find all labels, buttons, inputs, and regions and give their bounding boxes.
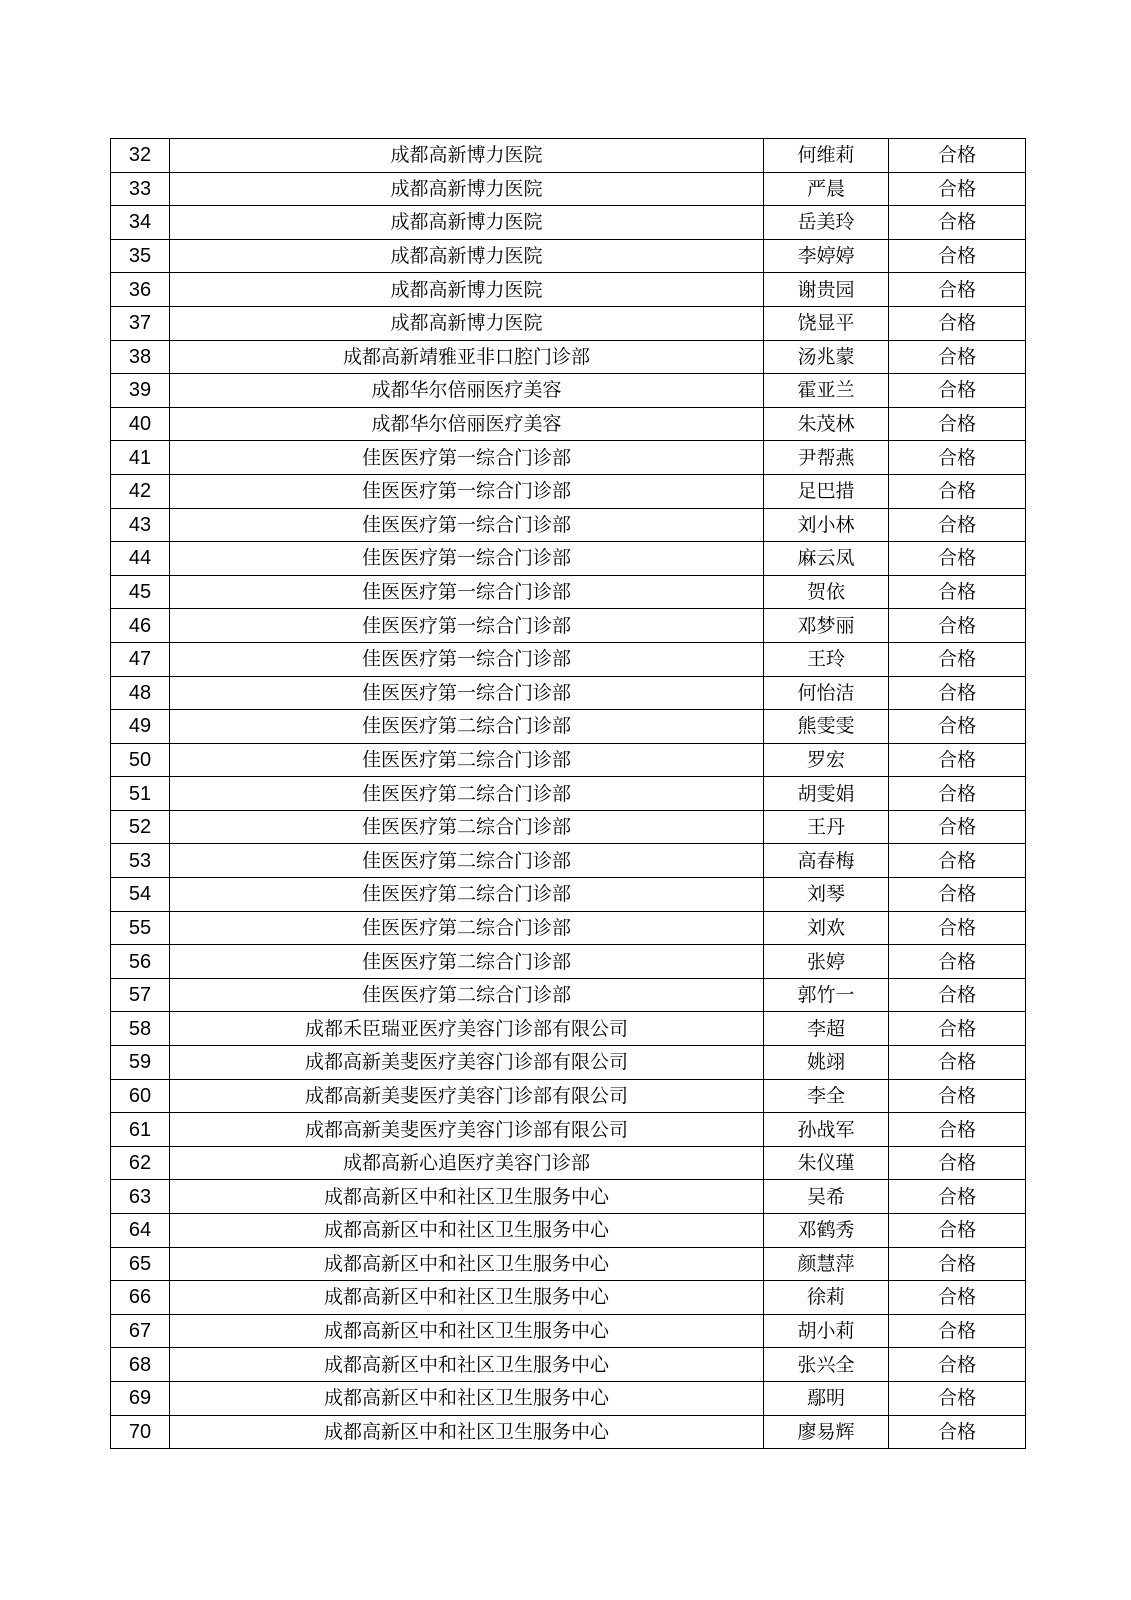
table-row bbox=[111, 1012, 1026, 1046]
result-status: 合格 bbox=[889, 642, 1026, 676]
result-status: 合格 bbox=[889, 1012, 1026, 1046]
result-status: 合格 bbox=[889, 609, 1026, 643]
result-status: 合格 bbox=[889, 340, 1026, 374]
result-status: 合格 bbox=[889, 978, 1026, 1012]
result-status: 合格 bbox=[889, 1146, 1026, 1180]
table-row bbox=[111, 474, 1026, 508]
person-name: 孙战军 bbox=[764, 1113, 889, 1147]
institution-name: 佳医医疗第二综合门诊部 bbox=[170, 810, 764, 844]
row-number: 35 bbox=[111, 239, 170, 273]
result-status: 合格 bbox=[889, 474, 1026, 508]
row-number: 63 bbox=[111, 1180, 170, 1214]
table-row bbox=[111, 911, 1026, 945]
table-row bbox=[111, 642, 1026, 676]
person-name: 郭竹一 bbox=[764, 978, 889, 1012]
row-number: 59 bbox=[111, 1046, 170, 1080]
row-number: 61 bbox=[111, 1113, 170, 1147]
result-status: 合格 bbox=[889, 1247, 1026, 1281]
row-number: 69 bbox=[111, 1381, 170, 1415]
row-number: 55 bbox=[111, 911, 170, 945]
results-table-body bbox=[111, 139, 1026, 1449]
person-name: 李婷婷 bbox=[764, 239, 889, 273]
row-number: 33 bbox=[111, 172, 170, 206]
person-name: 张兴全 bbox=[764, 1348, 889, 1382]
person-name: 霍亚兰 bbox=[764, 374, 889, 408]
institution-name: 佳医医疗第一综合门诊部 bbox=[170, 642, 764, 676]
result-status: 合格 bbox=[889, 239, 1026, 273]
institution-name: 成都高新区中和社区卫生服务中心 bbox=[170, 1281, 764, 1315]
person-name: 饶显平 bbox=[764, 306, 889, 340]
person-name: 麻云凤 bbox=[764, 542, 889, 576]
person-name: 李全 bbox=[764, 1079, 889, 1113]
result-status: 合格 bbox=[889, 1214, 1026, 1248]
institution-name: 成都高新美斐医疗美容门诊部有限公司 bbox=[170, 1046, 764, 1080]
table-row bbox=[111, 710, 1026, 744]
institution-name: 佳医医疗第二综合门诊部 bbox=[170, 844, 764, 878]
institution-name: 佳医医疗第二综合门诊部 bbox=[170, 911, 764, 945]
result-status: 合格 bbox=[889, 1281, 1026, 1315]
row-number: 39 bbox=[111, 374, 170, 408]
person-name: 尹帮燕 bbox=[764, 441, 889, 475]
row-number: 66 bbox=[111, 1281, 170, 1315]
institution-name: 佳医医疗第二综合门诊部 bbox=[170, 777, 764, 811]
person-name: 廖易辉 bbox=[764, 1415, 889, 1449]
row-number: 62 bbox=[111, 1146, 170, 1180]
result-status: 合格 bbox=[889, 1180, 1026, 1214]
table-row bbox=[111, 945, 1026, 979]
result-status: 合格 bbox=[889, 508, 1026, 542]
result-status: 合格 bbox=[889, 810, 1026, 844]
table-row bbox=[111, 273, 1026, 307]
person-name: 高春梅 bbox=[764, 844, 889, 878]
person-name: 朱茂林 bbox=[764, 407, 889, 441]
table-row bbox=[111, 374, 1026, 408]
row-number: 46 bbox=[111, 609, 170, 643]
institution-name: 佳医医疗第一综合门诊部 bbox=[170, 575, 764, 609]
person-name: 罗宏 bbox=[764, 743, 889, 777]
table-row bbox=[111, 508, 1026, 542]
table-row bbox=[111, 542, 1026, 576]
result-status: 合格 bbox=[889, 676, 1026, 710]
institution-name: 成都禾臣瑞亚医疗美容门诊部有限公司 bbox=[170, 1012, 764, 1046]
person-name: 严晨 bbox=[764, 172, 889, 206]
institution-name: 佳医医疗第二综合门诊部 bbox=[170, 878, 764, 912]
table-row bbox=[111, 1415, 1026, 1449]
institution-name: 成都高新博力医院 bbox=[170, 306, 764, 340]
table-row bbox=[111, 441, 1026, 475]
row-number: 32 bbox=[111, 139, 170, 173]
person-name: 胡雯娟 bbox=[764, 777, 889, 811]
institution-name: 成都高新区中和社区卫生服务中心 bbox=[170, 1348, 764, 1382]
person-name: 贺依 bbox=[764, 575, 889, 609]
row-number: 60 bbox=[111, 1079, 170, 1113]
result-status: 合格 bbox=[889, 743, 1026, 777]
row-number: 50 bbox=[111, 743, 170, 777]
row-number: 43 bbox=[111, 508, 170, 542]
table-row bbox=[111, 172, 1026, 206]
result-status: 合格 bbox=[889, 911, 1026, 945]
result-status: 合格 bbox=[889, 1113, 1026, 1147]
institution-name: 成都高新博力医院 bbox=[170, 206, 764, 240]
institution-name: 佳医医疗第一综合门诊部 bbox=[170, 508, 764, 542]
person-name: 王丹 bbox=[764, 810, 889, 844]
result-status: 合格 bbox=[889, 441, 1026, 475]
table-row bbox=[111, 206, 1026, 240]
table-row bbox=[111, 340, 1026, 374]
result-status: 合格 bbox=[889, 710, 1026, 744]
result-status: 合格 bbox=[889, 1079, 1026, 1113]
row-number: 34 bbox=[111, 206, 170, 240]
row-number: 38 bbox=[111, 340, 170, 374]
table-row bbox=[111, 1314, 1026, 1348]
row-number: 54 bbox=[111, 878, 170, 912]
institution-name: 成都高新博力医院 bbox=[170, 139, 764, 173]
institution-name: 佳医医疗第二综合门诊部 bbox=[170, 710, 764, 744]
result-status: 合格 bbox=[889, 407, 1026, 441]
row-number: 41 bbox=[111, 441, 170, 475]
institution-name: 成都高新区中和社区卫生服务中心 bbox=[170, 1415, 764, 1449]
row-number: 65 bbox=[111, 1247, 170, 1281]
row-number: 67 bbox=[111, 1314, 170, 1348]
person-name: 颜慧萍 bbox=[764, 1247, 889, 1281]
table-row bbox=[111, 1046, 1026, 1080]
institution-name: 成都高新美斐医疗美容门诊部有限公司 bbox=[170, 1113, 764, 1147]
person-name: 谢贵园 bbox=[764, 273, 889, 307]
row-number: 56 bbox=[111, 945, 170, 979]
result-status: 合格 bbox=[889, 878, 1026, 912]
person-name: 吴希 bbox=[764, 1180, 889, 1214]
result-status: 合格 bbox=[889, 139, 1026, 173]
institution-name: 成都高新心追医疗美容门诊部 bbox=[170, 1146, 764, 1180]
table-row bbox=[111, 676, 1026, 710]
person-name: 李超 bbox=[764, 1012, 889, 1046]
person-name: 岳美玲 bbox=[764, 206, 889, 240]
person-name: 刘小林 bbox=[764, 508, 889, 542]
table-row bbox=[111, 978, 1026, 1012]
table-row bbox=[111, 844, 1026, 878]
row-number: 49 bbox=[111, 710, 170, 744]
row-number: 58 bbox=[111, 1012, 170, 1046]
institution-name: 成都高新区中和社区卫生服务中心 bbox=[170, 1214, 764, 1248]
person-name: 邓鹤秀 bbox=[764, 1214, 889, 1248]
table-row bbox=[111, 1381, 1026, 1415]
institution-name: 成都高新区中和社区卫生服务中心 bbox=[170, 1180, 764, 1214]
result-status: 合格 bbox=[889, 206, 1026, 240]
institution-name: 佳医医疗第一综合门诊部 bbox=[170, 542, 764, 576]
institution-name: 成都高新美斐医疗美容门诊部有限公司 bbox=[170, 1079, 764, 1113]
person-name: 王玲 bbox=[764, 642, 889, 676]
result-status: 合格 bbox=[889, 306, 1026, 340]
row-number: 45 bbox=[111, 575, 170, 609]
result-status: 合格 bbox=[889, 1415, 1026, 1449]
table-row bbox=[111, 609, 1026, 643]
row-number: 52 bbox=[111, 810, 170, 844]
person-name: 姚翊 bbox=[764, 1046, 889, 1080]
result-status: 合格 bbox=[889, 1348, 1026, 1382]
result-status: 合格 bbox=[889, 542, 1026, 576]
result-status: 合格 bbox=[889, 374, 1026, 408]
institution-name: 成都高新博力医院 bbox=[170, 273, 764, 307]
result-status: 合格 bbox=[889, 273, 1026, 307]
table-row bbox=[111, 407, 1026, 441]
row-number: 47 bbox=[111, 642, 170, 676]
results-table bbox=[110, 138, 1026, 1449]
table-row bbox=[111, 1247, 1026, 1281]
table-row bbox=[111, 1113, 1026, 1147]
row-number: 40 bbox=[111, 407, 170, 441]
institution-name: 成都高新区中和社区卫生服务中心 bbox=[170, 1247, 764, 1281]
row-number: 36 bbox=[111, 273, 170, 307]
table-row bbox=[111, 1180, 1026, 1214]
institution-name: 佳医医疗第一综合门诊部 bbox=[170, 609, 764, 643]
table-row bbox=[111, 1281, 1026, 1315]
table-row bbox=[111, 1214, 1026, 1248]
institution-name: 成都华尔倍丽医疗美容 bbox=[170, 374, 764, 408]
row-number: 48 bbox=[111, 676, 170, 710]
person-name: 邓梦丽 bbox=[764, 609, 889, 643]
table-row bbox=[111, 239, 1026, 273]
table-row bbox=[111, 743, 1026, 777]
row-number: 37 bbox=[111, 306, 170, 340]
institution-name: 成都高新靖雅亚非口腔门诊部 bbox=[170, 340, 764, 374]
institution-name: 佳医医疗第二综合门诊部 bbox=[170, 945, 764, 979]
result-status: 合格 bbox=[889, 777, 1026, 811]
table-row bbox=[111, 306, 1026, 340]
person-name: 鄢明 bbox=[764, 1381, 889, 1415]
person-name: 徐莉 bbox=[764, 1281, 889, 1315]
person-name: 何怡洁 bbox=[764, 676, 889, 710]
person-name: 何维莉 bbox=[764, 139, 889, 173]
row-number: 64 bbox=[111, 1214, 170, 1248]
institution-name: 佳医医疗第二综合门诊部 bbox=[170, 743, 764, 777]
institution-name: 成都高新博力医院 bbox=[170, 239, 764, 273]
result-status: 合格 bbox=[889, 1314, 1026, 1348]
table-row bbox=[111, 1348, 1026, 1382]
person-name: 胡小莉 bbox=[764, 1314, 889, 1348]
person-name: 刘欢 bbox=[764, 911, 889, 945]
row-number: 68 bbox=[111, 1348, 170, 1382]
row-number: 51 bbox=[111, 777, 170, 811]
table-row bbox=[111, 1146, 1026, 1180]
row-number: 57 bbox=[111, 978, 170, 1012]
institution-name: 成都高新区中和社区卫生服务中心 bbox=[170, 1381, 764, 1415]
person-name: 张婷 bbox=[764, 945, 889, 979]
row-number: 53 bbox=[111, 844, 170, 878]
person-name: 熊雯雯 bbox=[764, 710, 889, 744]
institution-name: 佳医医疗第一综合门诊部 bbox=[170, 676, 764, 710]
person-name: 足巴措 bbox=[764, 474, 889, 508]
result-status: 合格 bbox=[889, 172, 1026, 206]
result-status: 合格 bbox=[889, 1381, 1026, 1415]
table-row bbox=[111, 1079, 1026, 1113]
table-row bbox=[111, 810, 1026, 844]
row-number: 44 bbox=[111, 542, 170, 576]
institution-name: 佳医医疗第一综合门诊部 bbox=[170, 441, 764, 475]
table-row bbox=[111, 878, 1026, 912]
institution-name: 成都高新博力医院 bbox=[170, 172, 764, 206]
table-row bbox=[111, 777, 1026, 811]
person-name: 朱仪瑾 bbox=[764, 1146, 889, 1180]
institution-name: 佳医医疗第二综合门诊部 bbox=[170, 978, 764, 1012]
row-number: 70 bbox=[111, 1415, 170, 1449]
row-number: 42 bbox=[111, 474, 170, 508]
result-status: 合格 bbox=[889, 844, 1026, 878]
person-name: 刘琴 bbox=[764, 878, 889, 912]
result-status: 合格 bbox=[889, 1046, 1026, 1080]
person-name: 汤兆蒙 bbox=[764, 340, 889, 374]
institution-name: 成都华尔倍丽医疗美容 bbox=[170, 407, 764, 441]
table-row bbox=[111, 575, 1026, 609]
table-row bbox=[111, 139, 1026, 173]
institution-name: 成都高新区中和社区卫生服务中心 bbox=[170, 1314, 764, 1348]
result-status: 合格 bbox=[889, 945, 1026, 979]
institution-name: 佳医医疗第一综合门诊部 bbox=[170, 474, 764, 508]
result-status: 合格 bbox=[889, 575, 1026, 609]
